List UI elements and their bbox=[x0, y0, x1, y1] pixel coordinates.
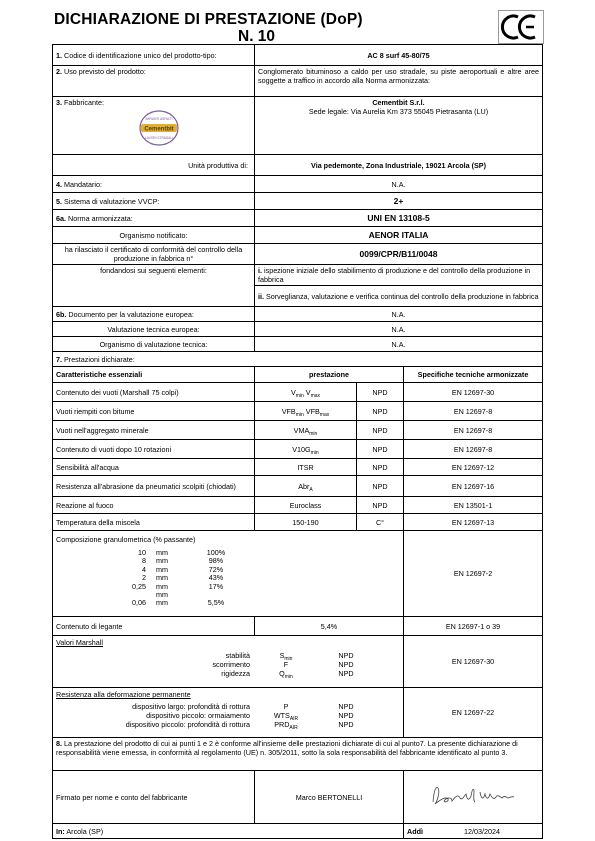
perf-row: Temperatura della miscela 150-190 C° EN 12697-13 bbox=[53, 514, 543, 531]
row-based-on-i: fondandosi sui seguenti elementi: i. ispezione iniziale dello stabilimento di produzione e del controllo della produzione in fabbrica bbox=[53, 265, 543, 286]
tab-value: N.A. bbox=[255, 337, 543, 352]
row-columns-header bbox=[53, 367, 543, 383]
row-based-on-ii: ii. Sorveglianza, valutazione e verifica continua del controllo della produzione in fabbrica bbox=[53, 286, 543, 307]
handwritten-signature-icon bbox=[428, 782, 518, 810]
grading-spec: EN 12697-2 bbox=[404, 531, 543, 617]
notified-body-value: AENOR ITALIA bbox=[255, 227, 543, 244]
deformation-spec: EN 12697-22 bbox=[404, 688, 543, 738]
place-label: In: bbox=[56, 826, 65, 836]
vvcp-value: 2+ bbox=[255, 193, 543, 210]
row-manufacturer: 3. Fabbricante: Cementbit IMPIANTI ASFALTI LAVORI STRADALI Cementbit S.r.l. Sede legale: Via Aurelia Km 373 55045 Pietrasanta (LU) bbox=[53, 97, 543, 155]
row-mandatary: 4. Mandatario: N.A. bbox=[53, 176, 543, 193]
grading-table: 10 mm 100% 8 mm 98% 4 mm 72% 2 mm 43% 0,25 mm 17% mm 0,06 mm 5,5% bbox=[132, 548, 226, 608]
ce-mark-icon bbox=[498, 10, 544, 44]
document-header bbox=[52, 10, 540, 44]
date-label: Addì bbox=[407, 826, 423, 836]
intended-use-label: Uso previsto del prodotto: bbox=[64, 67, 146, 76]
dop-page bbox=[52, 10, 540, 839]
notified-body-label: Organismo notificato: bbox=[53, 227, 255, 244]
perf-symbol: ITSR bbox=[255, 459, 357, 476]
row-eta bbox=[53, 322, 543, 337]
grading-label: Composizione granulometrica (% passante) bbox=[56, 535, 196, 544]
row-vvcp: 5. Sistema di valutazione VVCP: 2+ bbox=[53, 193, 543, 210]
perf-symbol: Euroclass bbox=[255, 497, 357, 514]
mandatary-label: Mandatario: bbox=[64, 179, 102, 189]
row-product-code: 1. Codice di identificazione unico del prodotto-tipo: AC 8 surf 45-80/75 bbox=[53, 45, 543, 66]
eta-value: N.A. bbox=[255, 322, 543, 337]
svg-text:Cementbit: Cementbit bbox=[144, 126, 174, 133]
row-signature bbox=[53, 771, 543, 824]
date-value: 12/03/2024 bbox=[464, 826, 500, 836]
ead-label: Documento per la valutazione europea: bbox=[68, 309, 194, 319]
perf-row: Contenuto dei vuoti (Marshall 75 colpi) $V_{min}$ $V_{max}$ NPD EN 12697-30 bbox=[53, 383, 543, 402]
document-title: DICHIARAZIONE DI PRESTAZIONE (DoP) bbox=[54, 11, 363, 28]
perf-symbol: $V_{min}$ $V_{max}$ bbox=[255, 383, 357, 402]
perf-symbol: $VFB_{min}$ $VFB_{max}$ bbox=[255, 402, 357, 421]
dop-table bbox=[52, 44, 543, 839]
document-number: N. 10 bbox=[238, 28, 276, 45]
binder-value: 5,4% bbox=[255, 617, 404, 636]
tab-label: Organismo di valutazione tecnica: bbox=[53, 337, 255, 352]
production-unit-label: Unità produttiva di: bbox=[53, 155, 255, 176]
perf-row: Vuoti nell'aggregato minerale $VMA_{min}$ NPD EN 12697-8 bbox=[53, 421, 543, 440]
marshall-table: stabilità $S_{min}$ NPD scorrimento F NPD rigidezza $Q_{min}$ NPD bbox=[212, 651, 354, 680]
deformation-label: Resistenza alla deformazione permanente bbox=[56, 690, 191, 699]
signed-by-label: Firmato per nome e conto del fabbricante bbox=[53, 771, 255, 824]
declaration-text: La prestazione del prodotto di cui ai punti 1 e 2 è conforme all'insieme delle prestazioni dichiarate di cui al punto7. La presente dichiarazione di responsabilità viene emessa, in conformità al regolamento (UE) n. 305/2011, sotto la sola responsabilità del fabbricante identificato al punto 3. bbox=[56, 739, 518, 757]
certificate-value: 0099/CPR/B11/0048 bbox=[255, 244, 543, 265]
perf-symbol: 150-190 bbox=[255, 514, 357, 531]
row-footer bbox=[53, 824, 543, 839]
cementbit-logo bbox=[138, 109, 180, 147]
row-harmonised-standard: 6a. Norma armonizzata: UNI EN 13108-5 bbox=[53, 210, 543, 227]
declared-performance-label: Prestazioni dichiarate: bbox=[64, 354, 135, 364]
product-code-label: Codice di identificazione unico del prodotto-tipo: bbox=[64, 50, 217, 60]
row-tab bbox=[53, 337, 543, 352]
row-intended-use: 2. Uso previsto del prodotto: Conglomerato bituminoso a caldo per uso stradale, su piste aeroportuali e altre aree soggette a traffico in accordo alla Norma armonizzata: bbox=[53, 66, 543, 97]
perf-row: Resistenza all'abrasione da pneumatici scolpiti (chiodati) Abr$_A$ NPD EN 12697-16 bbox=[53, 476, 543, 497]
perf-symbol: $VMA_{min}$ bbox=[255, 421, 357, 440]
perf-row: Vuoti riempiti con bitume $VFB_{min}$ $VFB_{max}$ NPD EN 12697-8 bbox=[53, 402, 543, 421]
based-on-label: fondandosi sui seguenti elementi: bbox=[53, 265, 255, 307]
manufacturer-address: Sede legale: Via Aurelia Km 373 55045 Pietrasanta (LU) bbox=[308, 107, 489, 116]
intended-use-value: Conglomerato bituminoso a caldo per uso stradale, su piste aeroportuali e altre aree soggette a traffico in accordo alla Norma armonizzata: bbox=[255, 66, 543, 97]
perf-symbol: $V10G_{min}$ bbox=[255, 440, 357, 459]
harmonised-standard-value: UNI EN 13108-5 bbox=[255, 210, 543, 227]
vvcp-label: Sistema di valutazione VVCP: bbox=[64, 196, 160, 206]
mandatary-value: N.A. bbox=[255, 176, 543, 193]
row-production-unit bbox=[53, 155, 543, 176]
row-ead: 6b. Documento per la valutazione europea: N.A. bbox=[53, 307, 543, 322]
col-performance: prestazione bbox=[255, 367, 404, 383]
marshall-label: Valori Marshall bbox=[56, 638, 103, 647]
row-certificate bbox=[53, 244, 543, 265]
based-on-item-i: ispezione iniziale dello stabilimento di produzione e del controllo della produzione in fabbrica bbox=[258, 266, 531, 284]
row-grading bbox=[53, 531, 543, 617]
eta-label: Valutazione tecnica europea: bbox=[53, 322, 255, 337]
col-essential-characteristics: Caratteristiche essenziali bbox=[53, 367, 255, 383]
perf-row: Contenuto di vuoti dopo 10 rotazioni $V10G_{min}$ NPD EN 12697-8 bbox=[53, 440, 543, 459]
binder-spec: EN 12697-1 o 39 bbox=[404, 617, 543, 636]
marshall-spec: EN 12697-30 bbox=[404, 636, 543, 688]
svg-text:LAVORI STRADALI: LAVORI STRADALI bbox=[145, 136, 173, 140]
harmonised-standard-label: Norma armonizzata: bbox=[68, 213, 133, 223]
row-notified-body bbox=[53, 227, 543, 244]
ead-value: N.A. bbox=[255, 307, 543, 322]
perf-row: Sensibilità all'acqua ITSR NPD EN 12697-12 bbox=[53, 459, 543, 476]
based-on-item-ii: Sorveglianza, valutazione e verifica continua del controllo della produzione in fabbrica bbox=[266, 291, 539, 301]
certificate-label: ha rilasciato il certificato di conformità del controllo della produzione in fabbrica n° bbox=[53, 244, 255, 265]
perf-symbol: Abr$_A$ bbox=[255, 476, 357, 497]
svg-text:IMPIANTI ASFALTI: IMPIANTI ASFALTI bbox=[145, 117, 173, 121]
binder-label: Contenuto di legante bbox=[53, 617, 255, 636]
row-declared-performance: 7. Prestazioni dichiarate: bbox=[53, 352, 543, 367]
signer-name: Marco BERTONELLI bbox=[255, 771, 404, 824]
manufacturer-name: Cementbit S.r.l. bbox=[372, 98, 425, 107]
col-harmonised-spec: Specifiche tecniche armonizzate bbox=[404, 367, 543, 383]
product-code-value: AC 8 surf 45-80/75 bbox=[255, 45, 543, 66]
deformation-table: dispositivo largo: profondità di rottura P NPD dispositivo piccolo: ormaiamento $WTS_{AIR}$ NPD dispositivo piccolo: profondità di rottura $PRD_{AIR}$ NPD bbox=[125, 702, 354, 731]
row-declaration: 8. La prestazione del prodotto di cui ai punti 1 e 2 è conforme all'insieme delle prestazioni dichiarate di cui al punto7. La presente dichiarazione di responsabilità viene emessa, in conformità al regolamento (UE) n. 305/2011, sotto la sola responsabilità del fabbricante identificato al punto 3. bbox=[53, 738, 543, 771]
row-deformation bbox=[53, 688, 543, 738]
production-unit-value: Via pedemonte, Zona Industriale, 19021 Arcola (SP) bbox=[255, 155, 543, 176]
signature bbox=[404, 771, 543, 824]
perf-row: Reazione al fuoco Euroclass NPD EN 13501-1 bbox=[53, 497, 543, 514]
row-marshall bbox=[53, 636, 543, 688]
place-value: Arcola (SP) bbox=[66, 826, 104, 836]
manufacturer-label: Fabbricante: bbox=[64, 98, 104, 107]
row-binder bbox=[53, 617, 543, 636]
